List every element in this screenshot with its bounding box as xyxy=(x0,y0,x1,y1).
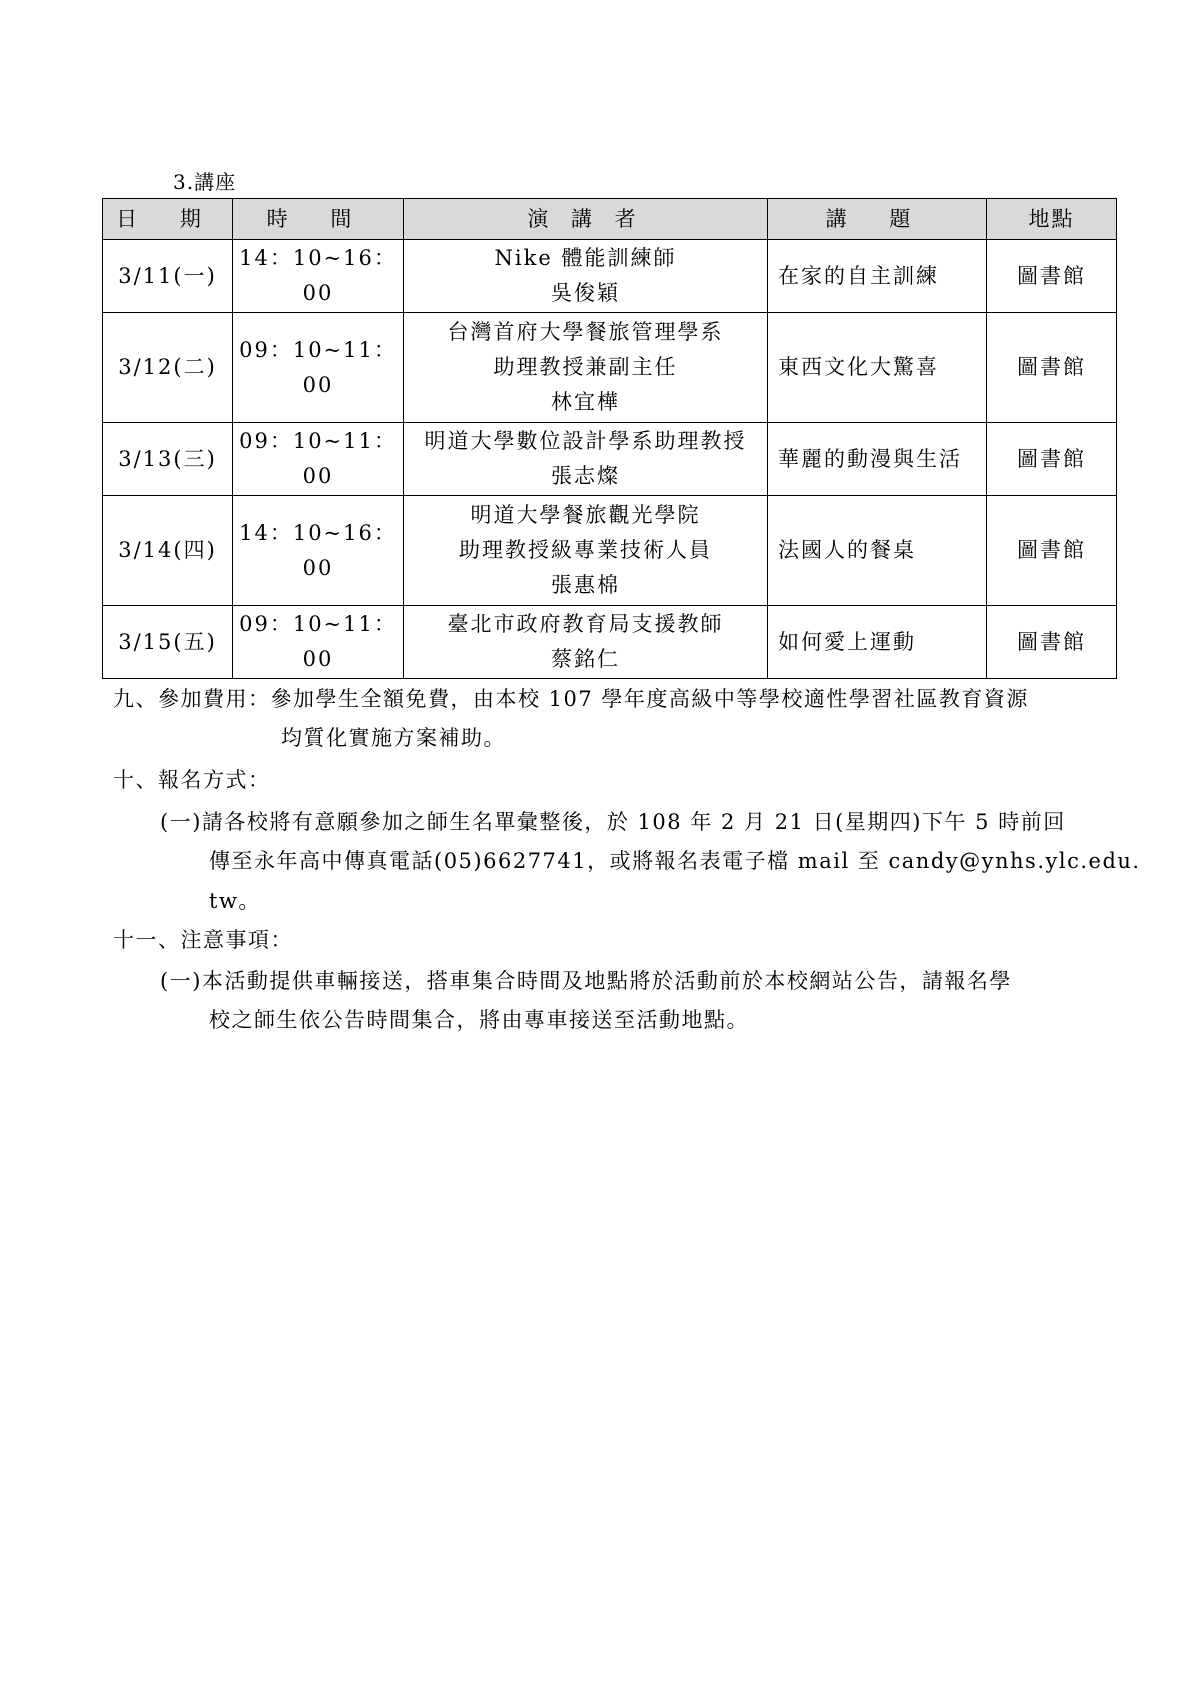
section-10-item-1-line-2: 傳至永年高中傳真電話(05)6627741，或將報名表電子檔 mail 至 candy@ynhs.ylc.edu. xyxy=(209,849,1141,873)
row-venue: 圖書館 xyxy=(987,240,1117,313)
section-11-item-1-line-1: (一)本活動提供車輛接送，搭車集合時間及地點將於活動前於本校網站公告，請報名學 xyxy=(160,969,1012,993)
table-header-row xyxy=(103,199,1117,240)
speaker-line: 明道大學餐旅觀光學院 xyxy=(470,503,701,527)
header-speaker: 演 講 者 xyxy=(404,199,768,240)
speaker-line: 蔡銘仁 xyxy=(551,647,620,671)
speaker-line: 台灣首府大學餐旅管理學系 xyxy=(447,320,724,344)
row-date: 3/13(三) xyxy=(103,423,233,496)
row-date: 3/14(四) xyxy=(103,496,233,606)
header-time: 時 間 xyxy=(233,199,404,240)
table-row xyxy=(103,423,1117,496)
row-topic: 在家的自主訓練 xyxy=(768,240,987,313)
speaker-line: Nike 體能訓練師 xyxy=(494,246,677,270)
row-topic: 華麗的動漫與生活 xyxy=(768,423,987,496)
row-date: 3/12(二) xyxy=(103,313,233,423)
speaker-line: 明道大學數位設計學系助理教授 xyxy=(424,429,747,453)
row-speaker xyxy=(404,240,768,313)
row-date: 3/11(一) xyxy=(103,240,233,313)
row-speaker xyxy=(404,606,768,679)
row-venue: 圖書館 xyxy=(987,606,1117,679)
row-time: 09：10~11：00 xyxy=(233,313,404,423)
row-venue: 圖書館 xyxy=(987,496,1117,606)
section-10-heading: 十、報名方式： xyxy=(113,768,271,792)
section-10-item-1-line-3: tw。 xyxy=(209,889,261,913)
lecture-schedule-table xyxy=(102,198,1117,679)
row-speaker xyxy=(404,313,768,423)
table-row xyxy=(103,313,1117,423)
row-venue: 圖書館 xyxy=(987,423,1117,496)
row-speaker xyxy=(404,496,768,606)
section-9-line-1: 九、參加費用：參加學生全額免費，由本校 107 學年度高級中等學校適性學習社區教育資源 xyxy=(113,687,1029,711)
row-topic: 東西文化大驚喜 xyxy=(768,313,987,423)
table-row xyxy=(103,496,1117,606)
section-11-item-1-line-2: 校之師生依公告時間集合，將由專車接送至活動地點。 xyxy=(209,1008,749,1032)
section-3-title: 3.講座 xyxy=(173,170,237,194)
speaker-line: 張志燦 xyxy=(551,464,620,488)
speaker-line: 臺北市政府教育局支援教師 xyxy=(447,612,724,636)
row-venue: 圖書館 xyxy=(987,313,1117,423)
speaker-line: 助理教授級專業技術人員 xyxy=(459,538,712,562)
row-date: 3/15(五) xyxy=(103,606,233,679)
row-topic: 法國人的餐桌 xyxy=(768,496,987,606)
row-time: 14：10~16：00 xyxy=(233,496,404,606)
row-time: 14：10~16：00 xyxy=(233,240,404,313)
speaker-line: 張惠棉 xyxy=(551,573,620,597)
header-topic: 講 題 xyxy=(768,199,987,240)
header-date: 日 期 xyxy=(103,199,233,240)
speaker-line: 吳俊穎 xyxy=(551,281,620,305)
section-11-heading: 十一、注意事項： xyxy=(113,928,293,952)
row-topic: 如何愛上運動 xyxy=(768,606,987,679)
row-time: 09：10~11：00 xyxy=(233,423,404,496)
table-row xyxy=(103,606,1117,679)
speaker-line: 林宜樺 xyxy=(551,390,620,414)
header-venue: 地點 xyxy=(987,199,1117,240)
speaker-line: 助理教授兼副主任 xyxy=(493,355,678,379)
section-9-line-2: 均質化實施方案補助。 xyxy=(281,726,506,750)
section-10-item-1-line-1: (一)請各校將有意願參加之師生名單彙整後，於 108 年 2 月 21 日(星期四)下午 5 時前回 xyxy=(160,810,1066,834)
table-row xyxy=(103,240,1117,313)
row-time: 09：10~11：00 xyxy=(233,606,404,679)
row-speaker xyxy=(404,423,768,496)
